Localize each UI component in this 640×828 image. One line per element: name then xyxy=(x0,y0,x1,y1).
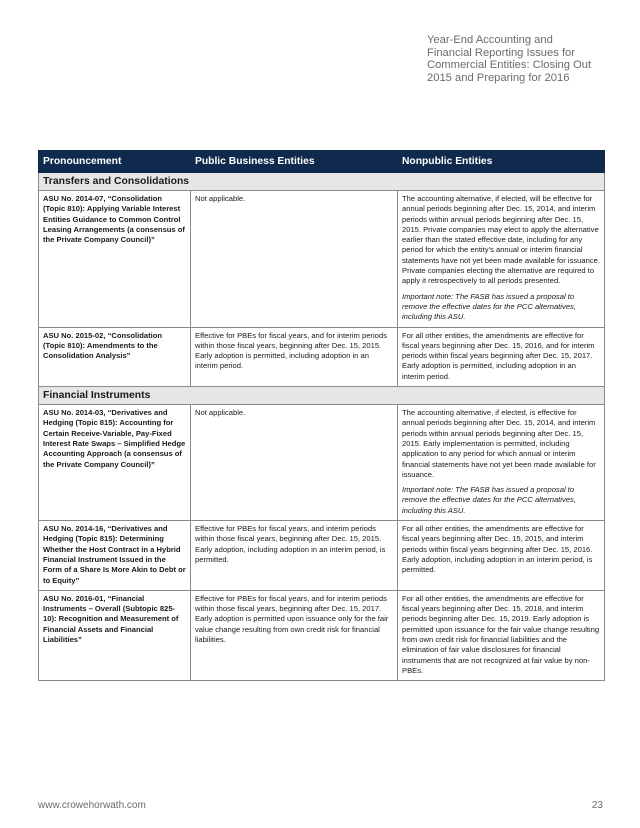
nonpublic-text: The accounting alternative, if elected, is effective for annual periods beginning after Dec. 15, 2014, and interim periods within annual periods beginning after Dec. 15, 2015. Early implementation is permitted, including application to any period for which annual or interim financial statements have not yet been made available for issuance. xyxy=(402,408,596,479)
pronouncement-cell: ASU No. 2014-16, “Derivatives and Hedging (Topic 815): Determining Whether the Host Contract in a Hybrid Financial Instrument Issued in the Form of a Share Is More Akin to Debt or to Equity” xyxy=(39,521,191,591)
nonpublic-entities-cell xyxy=(398,191,605,328)
table-row xyxy=(39,405,605,521)
column-header-nonpublic: Nonpublic Entities xyxy=(398,151,605,173)
important-note: Important note: The FASB has issued a proposal to remove the effective dates for the PCC alternatives, including this ASU. xyxy=(402,485,576,515)
nonpublic-entities-cell: For all other entities, the amendments are effective for fiscal years beginning after Dec. 15, 2018, and interim periods beginning after Dec. 15, 2019. Early adoption is permitted upon issuance for the fair value change resulting from own credit risk for financial liabilities and the elimination of fair value disclosures for financial instruments that are not recognized at fair value by non-PBEs. xyxy=(398,590,605,680)
pronouncement-cell: ASU No. 2014-03, “Derivatives and Hedging (Topic 815): Accounting for Certain Receive-Variable, Pay-Fixed Interest Rate Swaps – Simplified Hedge Accounting Approach (a consensus of the Private Company Council)” xyxy=(39,405,191,521)
pronouncement-cell: ASU No. 2016-01, “Financial Instruments – Overall (Subtopic 825-10): Recognition and Measurement of Financial Assets and Financial Liabilities” xyxy=(39,590,191,680)
document-title: Year-End Accounting and Financial Reporting Issues for Commercial Entities: Closing Out 2015 and Preparing for 2016 xyxy=(427,34,592,84)
pronouncement-cell: ASU No. 2015-02, “Consolidation (Topic 810): Amendments to the Consolidation Analysis” xyxy=(39,327,191,386)
column-header-pronouncement: Pronouncement xyxy=(39,151,191,173)
section-title: Financial Instruments xyxy=(39,387,605,405)
public-entities-cell: Not applicable. xyxy=(191,191,398,328)
pronouncement-cell: ASU No. 2014-07, “Consolidation (Topic 810): Applying Variable Interest Entities Guidance to Common Control Leasing Arrangements (a consensus of the Private Company Council)” xyxy=(39,191,191,328)
important-note: Important note: The FASB has issued a proposal to remove the effective dates for the PCC alternatives, including this ASU. xyxy=(402,291,576,322)
table-row xyxy=(39,191,605,328)
public-entities-cell: Effective for PBEs for fiscal years, and for interim periods within those fiscal years, beginning after Dec. 15, 2015. Early adoption is permitted, including adoption in an interim period. xyxy=(191,327,398,386)
nonpublic-text: The accounting alternative, if elected, will be effective for annual periods beginning after Dec. 15, 2014, and interim periods within annual periods beginning after Dec. 15, 2015. Private companies may elect to apply the alternative earlier than the stated effective date, including for any period for which the entity’s annual or interim financial statements have not yet been made available for issuance. Private companies electing the alternative are required to apply it retrospectively to all periods presented. xyxy=(402,194,600,286)
nonpublic-entities-cell xyxy=(398,405,605,521)
table-header-row xyxy=(39,151,605,173)
section-row xyxy=(39,387,605,405)
column-header-public: Public Business Entities xyxy=(191,151,398,173)
nonpublic-entities-cell: For all other entities, the amendments are effective for fiscal years beginning after Dec. 15, 2016, and for interim periods within fiscal years beginning after Dec. 15, 2017. Early adoption is permitted, including adoption in an interim period. xyxy=(398,327,605,386)
public-entities-cell: Not applicable. xyxy=(191,405,398,521)
footer-website-link[interactable]: www.crowehorwath.com xyxy=(38,800,146,811)
table-row xyxy=(39,590,605,680)
table-row xyxy=(39,521,605,591)
pronouncements-table xyxy=(38,150,605,681)
nonpublic-entities-cell: For all other entities, the amendments are effective for fiscal years beginning after Dec. 15, 2015, and interim periods within fiscal years beginning after Dec. 15, 2016. Early adoption, including adoption in an interim period, is permitted. xyxy=(398,521,605,591)
table-row xyxy=(39,327,605,386)
public-entities-cell: Effective for PBEs for fiscal years, and for interim periods within those fiscal years, beginning after Dec. 15, 2017. Early adoption is permitted upon issuance only for the fair value change resulting from own credit risk for financial liabilities. xyxy=(191,590,398,680)
page-number: 23 xyxy=(591,800,603,811)
section-title: Transfers and Consolidations xyxy=(39,173,605,191)
section-row xyxy=(39,173,605,191)
public-entities-cell: Effective for PBEs for fiscal years, and interim periods within those fiscal years, beginning after Dec. 15, 2015. Early adoption, including adoption in an interim period, is permitted. xyxy=(191,521,398,591)
